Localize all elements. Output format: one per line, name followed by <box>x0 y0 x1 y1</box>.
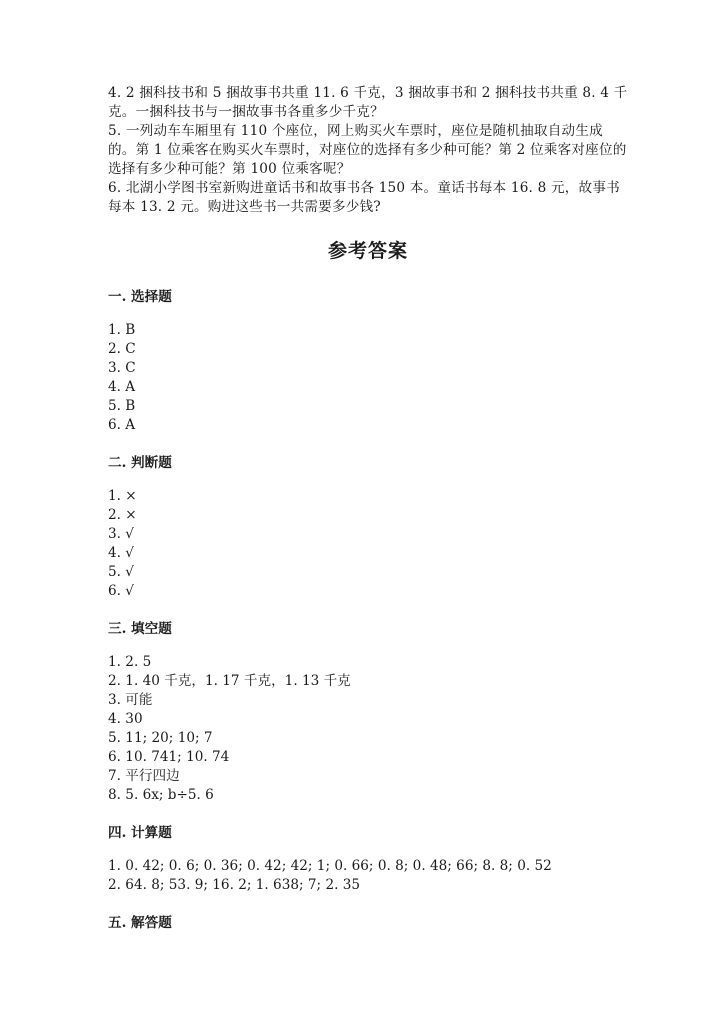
answer-line: 1. × <box>108 488 137 504</box>
section-judgement <box>108 453 628 601</box>
answer-line: 8. 5. 6x; b÷5. 6 <box>108 787 214 803</box>
answer-line: 2. × <box>108 507 137 523</box>
answer-line: 4. A <box>108 379 136 395</box>
answer-line: 3. √ <box>108 526 134 542</box>
section-title: 三. 填空题 <box>108 621 172 637</box>
answer-line: 6. √ <box>108 583 134 599</box>
answer-line: 4. 30 <box>108 711 143 727</box>
answer-line: 1. 2. 5 <box>108 654 152 670</box>
section-calculation <box>108 823 628 895</box>
answer-line: 1. B <box>108 322 136 338</box>
problem-5: 5. 一列动车车厢里有 110 个座位，网上购买火车票时，座位是随机抽取自动生成的。第 1 位乘客在购买火车票时，对座位的选择有多少种可能？第 2 位乘客对座位的选择有多少种可能？第 100 位乘客呢？ <box>108 123 627 177</box>
section-title: 二. 判断题 <box>108 455 172 471</box>
section-fill-blank <box>108 619 628 805</box>
answer-title: 参考答案 <box>327 240 408 262</box>
section-title: 五. 解答题 <box>108 915 172 931</box>
section-title: 四. 计算题 <box>108 825 172 841</box>
answer-line: 3. C <box>108 360 136 376</box>
problem-4: 4. 2 捆科技书和 5 捆故事书共重 11. 6 千克，3 捆故事书和 2 捆科技书共重 8. 4 千克。一捆科技书与一捆故事书各重多少千克？ <box>108 85 628 120</box>
answer-line: 2. C <box>108 341 136 357</box>
answer-line: 2. 1. 40 千克，1. 17 千克，1. 13 千克 <box>108 673 351 689</box>
problem-list <box>108 84 628 217</box>
answer-line: 6. 10. 741; 10. 74 <box>108 749 230 765</box>
answer-line: 2. 64. 8; 53. 9; 16. 2; 1. 638; 7; 2. 35 <box>108 877 361 893</box>
answer-line: 4. √ <box>108 545 134 561</box>
answer-line: 5. √ <box>108 564 134 580</box>
document-page <box>108 84 628 947</box>
section-solution <box>108 913 628 933</box>
problem-6: 6. 北湖小学图书室新购进童话书和故事书各 150 本。童话书每本 16. 8 元，故事书每本 13. 2 元。购进这些书一共需要多少钱? <box>108 180 620 215</box>
answer-line: 7. 平行四边 <box>108 768 180 784</box>
answer-line: 6. A <box>108 417 136 433</box>
section-choice <box>108 287 628 435</box>
section-title: 一. 选择题 <box>108 289 172 305</box>
answer-line: 3. 可能 <box>108 692 153 708</box>
answer-line: 1. 0. 42; 0. 6; 0. 36; 0. 42; 42; 1; 0. 66; 0. 8; 0. 48; 66; 8. 8; 0. 52 <box>108 858 552 874</box>
answer-line: 5. 11; 20; 10; 7 <box>108 730 213 746</box>
answer-line: 5. B <box>108 398 136 414</box>
